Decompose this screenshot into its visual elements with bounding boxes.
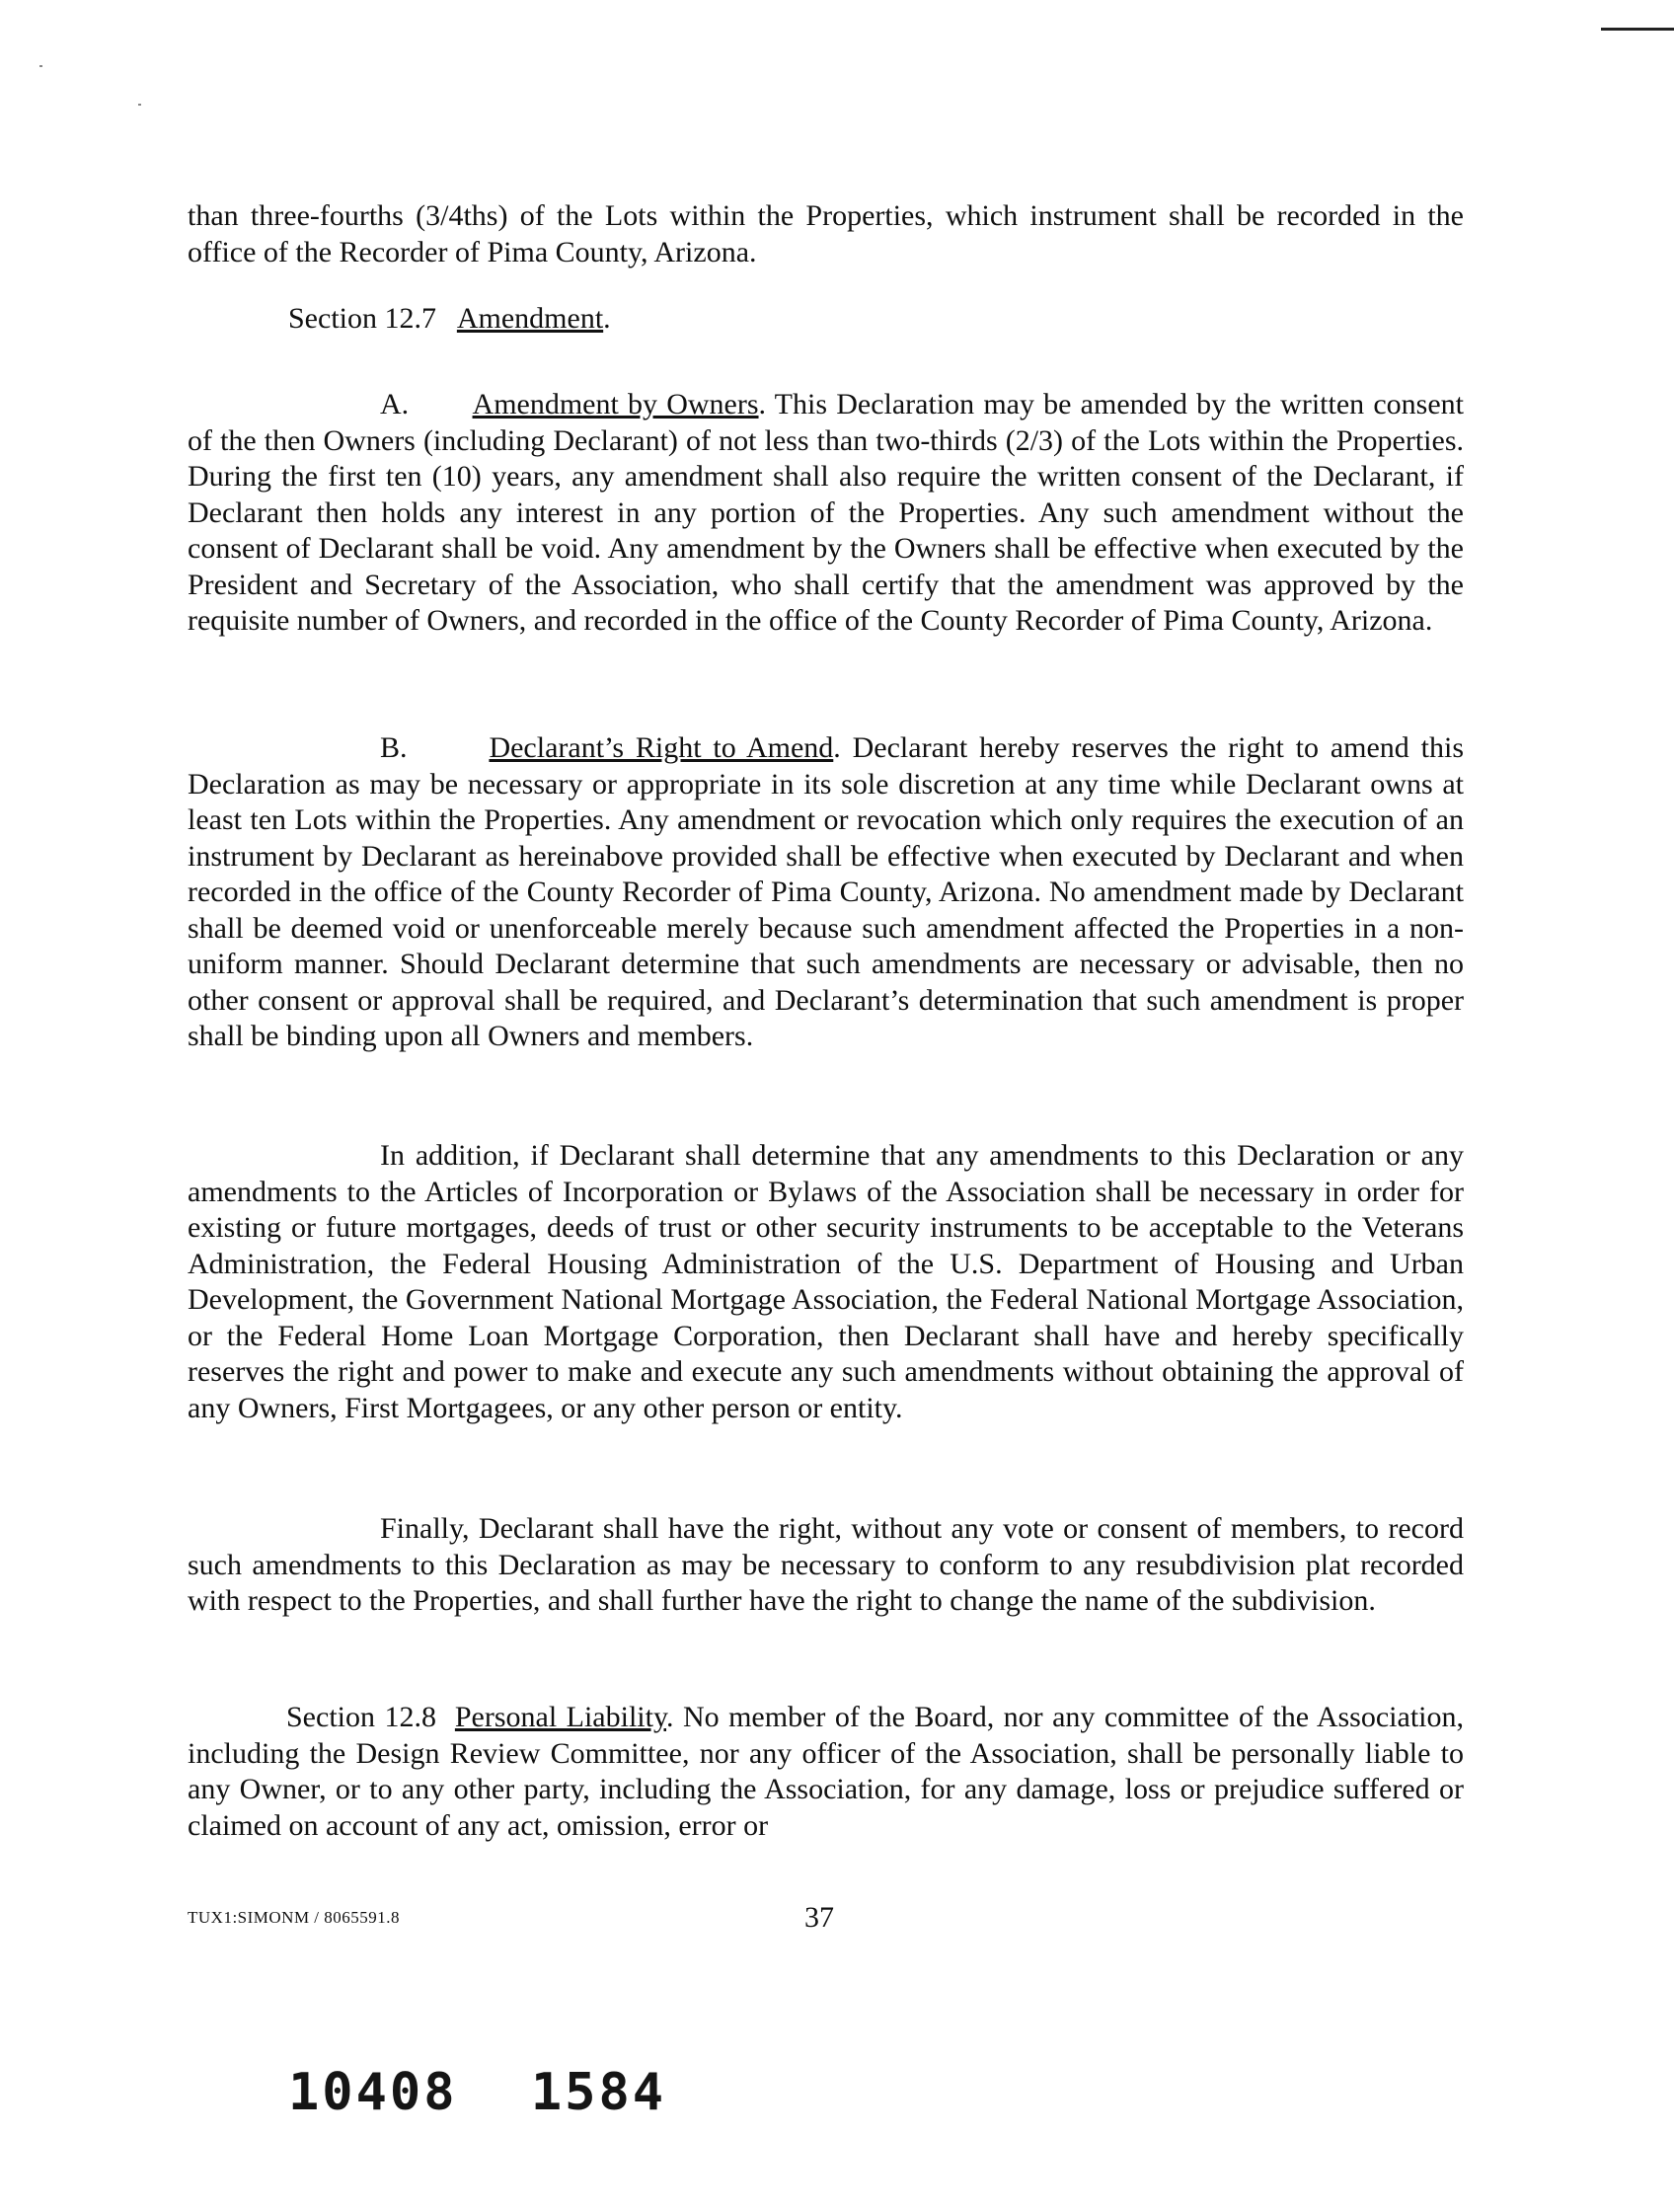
subsection-a-text: . This Declaration may be amended by the written consent of the then Owners (including Declarant) of not less than two-thirds (2/3) of the Lots within the Properties. During the first ten (10) years, any amendment shall also require the written consent of the Declarant, if Declarant then holds any interest in any portion of the Properties. Any such amendment without the consent of Declarant shall be void. Any amendment by the Owners shall be effective when executed by the President and Secretary of the Association, who shall certify that the amendment was approved by the requisite number of Owners, and recorded in the office of the County Recorder of Pima County, Arizona.: [188, 388, 1464, 637]
section-12-7-heading: [288, 302, 611, 336]
subsection-b-letter: B.: [380, 731, 408, 764]
addition-paragraph: [188, 1138, 1464, 1426]
page-number: 37: [804, 1901, 834, 1934]
section-12-8-title: Personal Liability: [454, 1701, 667, 1733]
continuation-text: than three-fourths (3/4ths) of the Lots within the Properties, which instrument shall be recorded in the office of the Recorder of Pima County, Arizona.: [188, 199, 1464, 268]
addition-text: In addition, if Declarant shall determine that any amendments to this Declaration or any amendments to the Articles of Incorporation or Bylaws of the Association shall be necessary in order for existing or future mortgages, deeds of trust or other security instruments to be acceptable to the Veterans Administration, the Federal Housing Administration of the U.S. Department of Housing and Urban Development, the Government National Mortgage Association, the Federal National Mortgage Association, or the Federal Home Loan Mortgage Corporation, then Declarant shall have and hereby specifically reserves the right and power to make and execute any such amendments without obtaining the approval of any Owners, First Mortgagees, or any other person or entity.: [188, 1139, 1464, 1424]
subsection-b-paragraph: [188, 730, 1464, 1055]
subsection-a-letter: A.: [380, 388, 410, 420]
recording-stamp: [288, 2063, 666, 2122]
section-12-8-number: Section 12.8: [286, 1701, 436, 1733]
section-12-7-title-suffix: .: [603, 302, 611, 335]
finally-paragraph: [188, 1511, 1464, 1620]
scan-speck: [138, 104, 141, 106]
continuation-paragraph: [188, 198, 1464, 270]
subsection-a: [188, 387, 1464, 640]
scan-edge-mark: [1601, 28, 1674, 31]
section-12-7-title: Amendment: [456, 302, 604, 335]
section-12-8: [188, 1700, 1464, 1844]
section-12-7-number: Section 12.7: [288, 302, 436, 335]
recording-book-number: 10408: [288, 2063, 458, 2122]
subsection-b-text: . Declarant hereby reserves the right to amend this Declaration as may be necessary or appropriate in its sole discretion at any time while Declarant owns at least ten Lots within the Properties. Any amendment or revocation which only requires the execution of an instrument by Declarant as hereinabove provided shall be effective when executed by Declarant and when recorded in the office of the County Recorder of Pima County, Arizona. No amendment made by Declarant shall be deemed void or unenforceable merely because such amendment affected the Properties in a non-uniform manner. Should Declarant determine that such amendments are necessary or advisable, then no other consent or approval shall be required, and Declarant’s determination that such amendment is proper shall be binding upon all Owners and members.: [188, 731, 1464, 1052]
section-12-8-text: . No member of the Board, nor any committee of the Association, including the Design Review Committee, nor any officer of the Association, shall be personally liable to any Owner, or to any other party, including the Association, for any damage, loss or prejudice suffered or claimed on account of any act, omission, error or: [188, 1701, 1464, 1842]
recording-page-number: 1584: [530, 2063, 667, 2122]
subsection-a-paragraph: [188, 387, 1464, 640]
footer-doc-id: TUX1:SIMONM / 8065591.8: [188, 1908, 401, 1927]
subsection-b-title: Declarant’s Right to Amend: [489, 731, 834, 764]
scan-speck: [39, 65, 42, 67]
finally-text: Finally, Declarant shall have the right, without any vote or consent of members, to record such amendments to this Declaration as may be necessary to conform to any resubdivision plat recorded with respect to the Properties, and shall further have the right to change the name of the subdivision.: [188, 1512, 1464, 1617]
subsection-a-title: Amendment by Owners: [472, 388, 759, 420]
section-12-8-paragraph: [188, 1700, 1464, 1844]
subsection-b: [188, 730, 1464, 1055]
